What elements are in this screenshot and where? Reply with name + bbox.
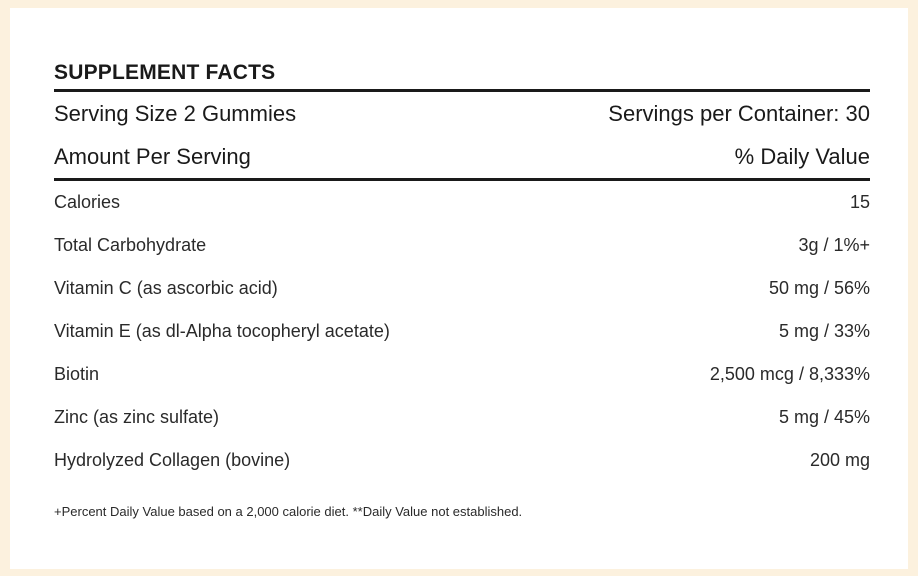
servings-per-container: Servings per Container: 30 (608, 100, 870, 126)
daily-value-header: % Daily Value (734, 143, 870, 169)
nutrient-name: Vitamin E (as dl-Alpha tocopheryl acetate) (54, 321, 390, 341)
nutrient-value: 3g / 1%+ (798, 235, 870, 255)
nutrient-name: Total Carbohydrate (54, 235, 207, 255)
supplement-facts-card (10, 8, 908, 569)
nutrient-name: Vitamin C (as ascorbic acid) (54, 278, 278, 298)
nutrient-value: 2,500 mcg / 8,333% (709, 364, 870, 384)
nutrient-row-calories (54, 181, 870, 224)
nutrient-value: 50 mg / 56% (768, 278, 870, 298)
nutrient-value: 5 mg / 45% (778, 407, 870, 427)
serving-size: Serving Size 2 Gummies (54, 100, 297, 126)
nutrient-row-vitamin-e (54, 310, 870, 353)
nutrient-name: Zinc (as zinc sulfate) (54, 407, 220, 427)
nutrient-row-total-carbohydrate (54, 224, 870, 267)
nutrient-row-zinc (54, 396, 870, 439)
supplement-facts-panel (54, 56, 870, 519)
panel-title: SUPPLEMENT FACTS (54, 61, 276, 84)
nutrient-value: 200 mg (809, 450, 870, 470)
nutrient-name: Calories (54, 192, 121, 212)
nutrient-row-vitamin-c (54, 267, 870, 310)
nutrient-row-biotin (54, 353, 870, 396)
nutrient-row-hydrolyzed-collagen (54, 439, 870, 482)
amount-per-serving-label: Amount Per Serving (54, 143, 251, 169)
nutrient-value: 15 (849, 192, 870, 212)
serving-row (54, 92, 870, 135)
footnote: +Percent Daily Value based on a 2,000 calorie diet. **Daily Value not established. (54, 504, 523, 519)
nutrient-name: Hydrolyzed Collagen (bovine) (54, 450, 291, 470)
nutrient-name: Biotin (54, 364, 100, 384)
nutrient-value: 5 mg / 33% (778, 321, 870, 341)
amount-header-row (54, 135, 870, 178)
